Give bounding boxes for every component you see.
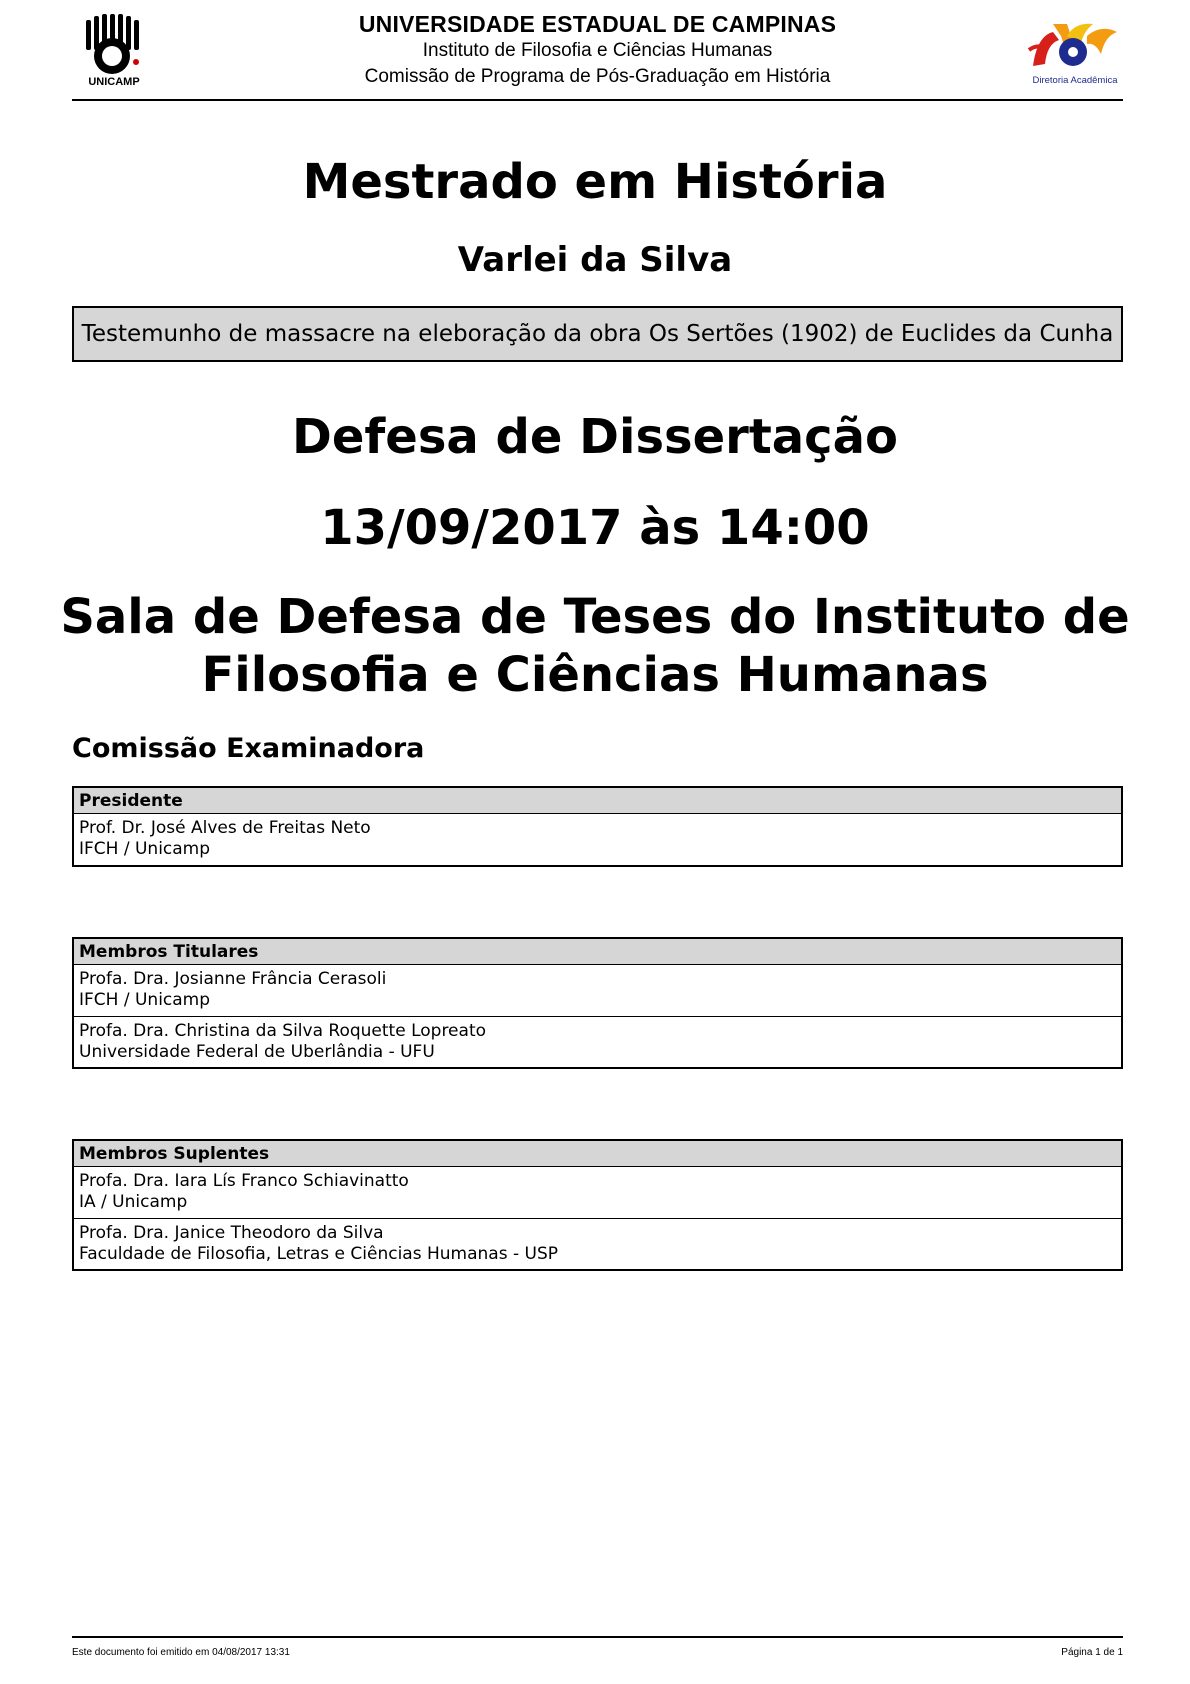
member-name: Profa. Dra. Janice Theodoro da Silva xyxy=(79,1223,384,1243)
thesis-title: Testemunho de massacre na eleboração da obra Os Sertões (1902) de Euclides da Cunha xyxy=(81,321,1114,347)
issued-date: Este documento foi emitido em 04/08/2017 13:31 xyxy=(72,1647,290,1658)
page-number: Página 1 de 1 xyxy=(1061,1647,1123,1658)
table-row xyxy=(74,814,1121,865)
member-affiliation: IA / Unicamp xyxy=(79,1192,188,1212)
committee-title: Comissão Examinadora xyxy=(72,733,425,764)
event-datetime: 13/09/2017 às 14:00 xyxy=(320,500,870,556)
header-text xyxy=(182,10,1013,90)
member-affiliation: Universidade Federal de Uberlândia - UFU xyxy=(79,1042,435,1062)
thesis-title-box xyxy=(72,306,1123,362)
commission-name: Comissão de Programa de Pós-Graduação em História xyxy=(364,66,831,87)
table-row xyxy=(74,1016,1121,1067)
member-name: Profa. Dra. Iara Lís Franco Schiavinatto xyxy=(79,1171,409,1191)
unicamp-logo xyxy=(78,14,150,90)
member-affiliation: Faculdade de Filosofia, Letras e Ciências Humanas - USP xyxy=(79,1244,558,1264)
member-affiliation: IFCH / Unicamp xyxy=(79,839,211,859)
table-header: Membros Titulares xyxy=(74,939,1121,965)
event-title: Defesa de Dissertação xyxy=(292,409,898,465)
event-location: Sala de Defesa de Teses do Instituto de Filosofia e Ciências Humanas xyxy=(60,589,1130,703)
table-header: Membros Suplentes xyxy=(74,1141,1121,1167)
member-name: Profa. Dra. Christina da Silva Roquette Lopreato xyxy=(79,1021,487,1041)
table-row xyxy=(74,965,1121,1016)
university-name: UNIVERSIDADE ESTADUAL DE CAMPINAS xyxy=(358,11,837,37)
svg-text:UNICAMP: UNICAMP xyxy=(88,76,140,88)
document-footer xyxy=(72,1636,1123,1658)
member-affiliation: IFCH / Unicamp xyxy=(79,990,211,1010)
document-header xyxy=(72,0,1123,101)
member-name: Profa. Dra. Josianne Frância Cerasoli xyxy=(79,969,387,989)
student-name: Varlei da Silva xyxy=(457,240,733,280)
table-header: Presidente xyxy=(74,788,1121,814)
suplentes-table xyxy=(72,1139,1123,1271)
institute-name: Instituto de Filosofia e Ciências Humanas xyxy=(422,40,773,61)
svg-text:Diretoria Acadêmica: Diretoria Acadêmica xyxy=(1032,75,1118,86)
titulares-table xyxy=(72,937,1123,1069)
member-name: Prof. Dr. José Alves de Freitas Neto xyxy=(79,818,371,838)
table-row xyxy=(74,1167,1121,1218)
program-title: Mestrado em História xyxy=(302,154,888,210)
presidente-table xyxy=(72,786,1123,867)
diretoria-academica-logo xyxy=(1023,14,1123,90)
table-row xyxy=(74,1218,1121,1269)
